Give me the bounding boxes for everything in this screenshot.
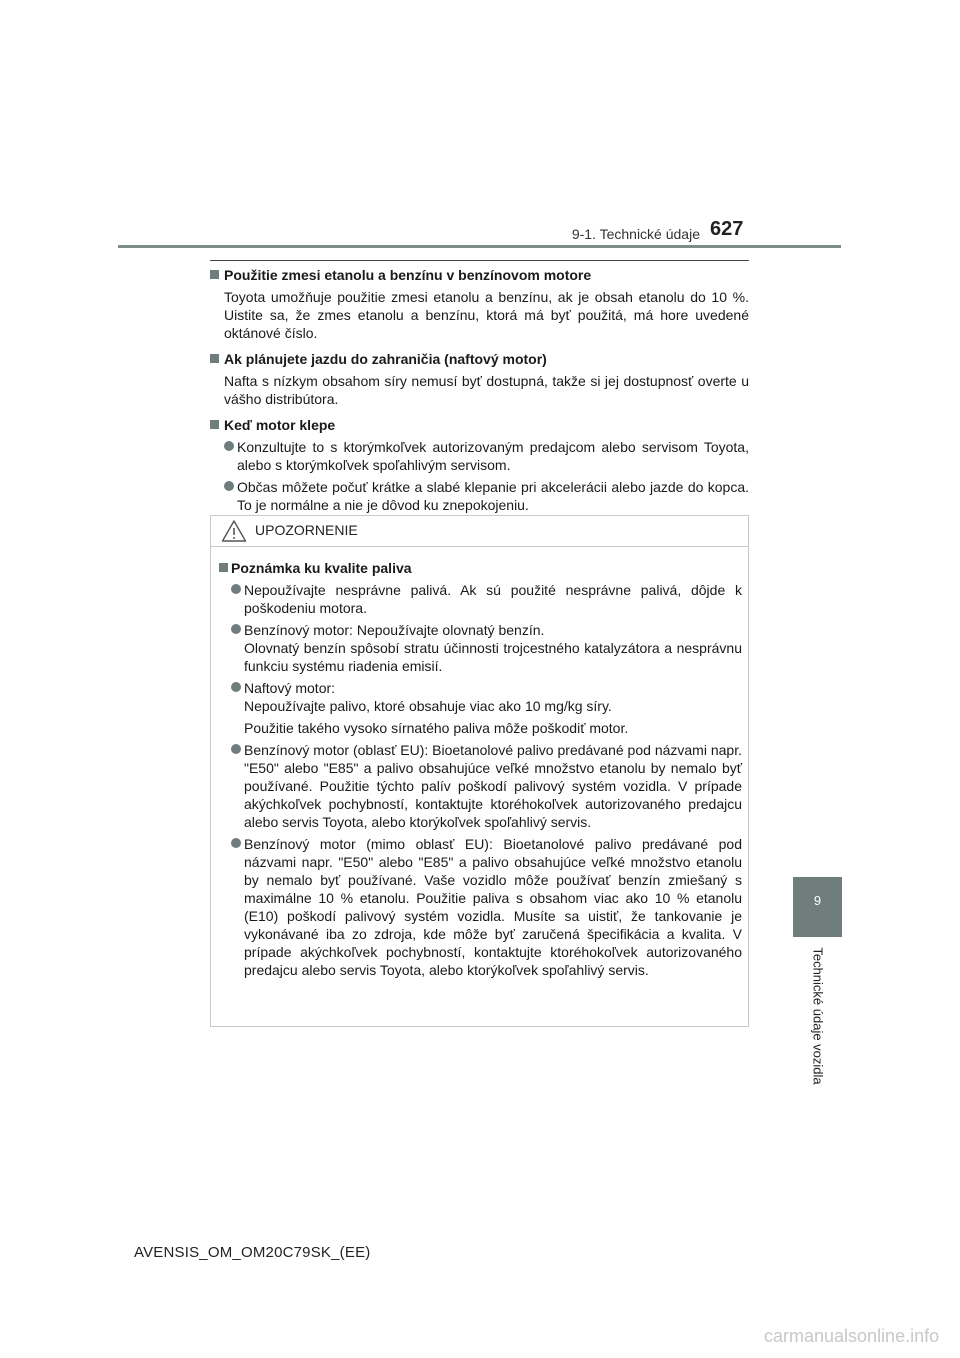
warning-triangle-icon [221,519,247,548]
chapter-tab[interactable]: 9 [793,877,842,937]
round-bullet-icon [231,624,241,634]
header-rule [118,245,841,248]
caution-box [210,515,749,1027]
square-bullet-icon [210,270,219,279]
list-item [210,478,749,514]
caution-section-title [219,559,742,577]
header-section-title: 9-1. Technické údaje [571,226,700,242]
document-code: AVENSIS_OM_OM20C79SK_(EE) [134,1244,371,1261]
caution-item [219,741,742,831]
caution-item-text: Benzínový motor (oblasť EU): Bioetanolové palivo predávané pod názvami napr. "E50" alebo "E85" a palivo obsahujúce veľké množstvo etanolu by nemalo byť používané. Použitie týchto palív poškodí palivový systém vozidla. V prípade akýchkoľvek pochybností, kontaktujte ktoréhokoľvek autorizovaného predajcu alebo servis Toyota, alebo ktorýkoľvek spoľahlivý servis. [244,742,742,830]
round-bullet-icon [224,441,234,451]
section-title [210,350,749,368]
caution-item-text: Benzínový motor (mimo oblasť EU): Bioetanolové palivo predávané pod názvami napr. "E50" alebo "E85" a palivo obsahujúce veľké množstvo etanolu by nemalo byť používané. Vaše vozidlo môže používať benzín zmiešaný s maximálne 10 % etanolu. Použitie paliva s obsahom viac ako 10 % etanolu (E10) poškodí palivový systém vozidla. Musíte sa uistiť, že tankovanie je vykonávané iba zo zdroja, kde môže byť zaručená špecifikácia a kvalita. V prípade akýchkoľvek pochybností, kontaktujte ktoréhokoľvek autorizovaného predajcu alebo servis Toyota, alebo ktorýkoľvek spoľahlivý servis. [244,836,742,978]
round-bullet-icon [231,838,241,848]
section-title [210,416,749,434]
round-bullet-icon [224,481,234,491]
section-title [210,266,749,284]
section-paragraph: Nafta s nízkym obsahom síry nemusí byť dostupná, takže si jej dostupnosť overte u vášho distribútora. [224,373,749,407]
section-paragraph: Toyota umožňuje použitie zmesi etanolu a benzínu, ak je obsah etanolu do 10 %. Uistite sa, že zmes etanolu a benzínu, ktorá má byť použitá, má hore uvedené oktánové číslo. [224,289,749,341]
caution-heading: UPOZORNENIE [255,522,358,538]
round-bullet-icon [231,682,241,692]
list-item [210,438,749,474]
caution-item [219,835,742,979]
caution-item [219,581,742,617]
square-bullet-icon [210,354,219,363]
section-title-text: Použitie zmesi etanolu a benzínu v benzínovom motore [224,267,592,283]
caution-item-text: Použitie takého vysoko sírnatého paliva môže poškodiť motor. [244,720,629,736]
round-bullet-icon [231,584,241,594]
square-bullet-icon [210,420,219,429]
caution-body [211,547,748,979]
list-item-text: Občas môžete počuť krátke a slabé klepanie pri akcelerácii alebo jazde do kopca. To je normálne a nie je dôvod ku znepokojeniu. [237,479,749,513]
watermark: carmanualsonline.info [764,1326,940,1346]
chapter-tab-label: Technické údaje vozidla [810,947,826,1085]
caution-item [219,621,742,675]
caution-item-text: Nepoužívajte palivo, ktoré obsahuje viac ako 10 mg/kg síry. [244,698,612,714]
caution-item [219,679,742,737]
caution-header [211,516,748,547]
page-number: 627 [710,218,744,240]
caution-item-text: Olovnatý benzín spôsobí stratu účinnosti trojcestného katalyzátora a nesprávnu funkciu systému riadenia emisií. [244,640,742,674]
section-title-text: Keď motor klepe [224,417,336,433]
main-content [210,266,749,518]
section-title-text: Ak plánujete jazdu do zahraničia (naftový motor) [224,351,547,367]
caution-item-text: Naftový motor: [244,680,336,696]
caution-section-title-text: Poznámka ku kvalite paliva [231,560,412,576]
round-bullet-icon [231,744,241,754]
list-item-text: Konzultujte to s ktorýmkoľvek autorizovaným predajcom alebo servisom Toyota, alebo s ktorýmkoľvek spoľahlivým servisom. [237,439,749,473]
caution-item-text: Benzínový motor: Nepoužívajte olovnatý benzín. [244,622,545,638]
square-bullet-icon [219,563,228,572]
caution-item-text: Nepoužívajte nesprávne palivá. Ak sú použité nesprávne palivá, dôjde k poškodeniu motora. [244,582,742,616]
content-top-rule [210,260,749,261]
